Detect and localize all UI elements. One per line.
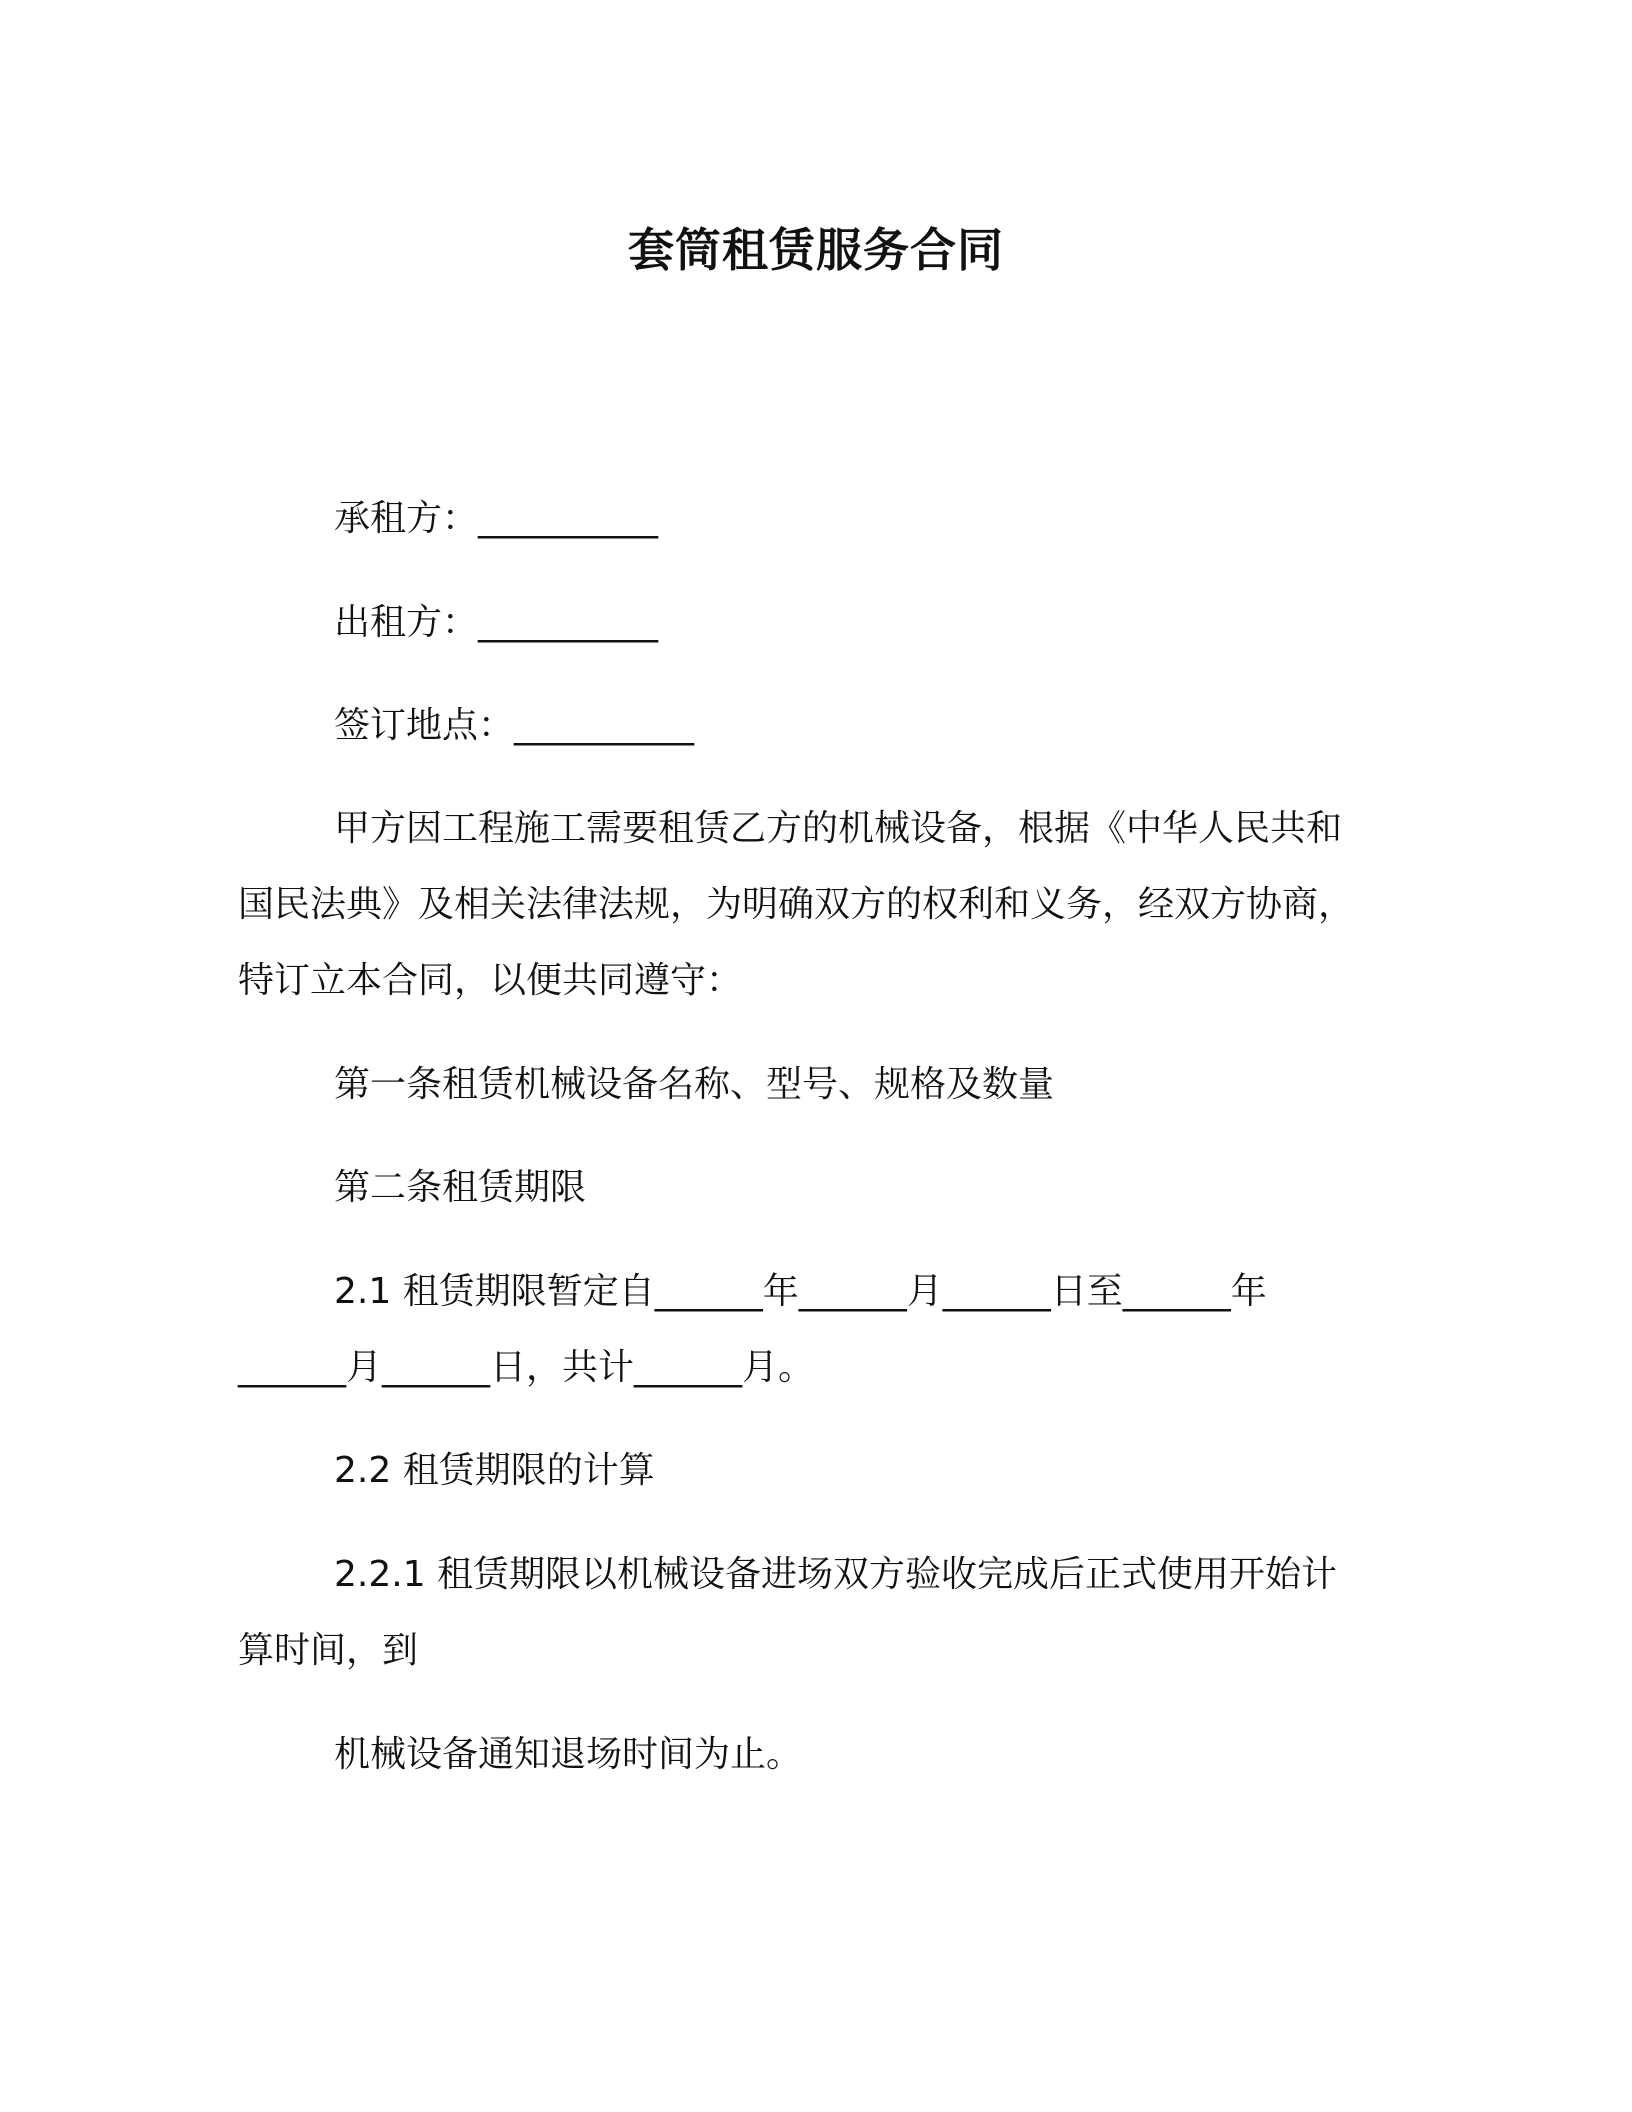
article-2-heading: 第二条租赁期限 [334, 1167, 587, 1208]
signing-place-line: 签订地点：__________ [334, 705, 695, 746]
clause-2-1-line-1: 2.1 租赁期限暂定自______年______月______日至______年 [334, 1271, 1267, 1312]
clause-2-2-heading: 2.2 租赁期限的计算 [334, 1450, 655, 1491]
preamble-line-3: 特订立本合同，以便共同遵守： [238, 960, 743, 1001]
clause-2-2-1-line-3: 机械设备通知退场时间为止。 [334, 1734, 803, 1775]
clause-2-2-1-line-1: 2.2.1 租赁期限以机械设备进场双方验收完成后正式使用开始计 [334, 1554, 1338, 1595]
document-title: 套筒租赁服务合同 [628, 223, 1004, 277]
preamble-line-1: 甲方因工程施工需要租赁乙方的机械设备，根据《中华人民共和 [334, 808, 1343, 849]
preamble-line-2: 国民法典》及相关法律法规，为明确双方的权利和义务，经双方协商， [238, 884, 1355, 925]
lessee-line: 承租方：__________ [334, 498, 659, 539]
clause-2-2-1-line-2: 算时间，到 [238, 1630, 419, 1671]
clause-2-1-line-2: ______月______日，共计______月。 [238, 1347, 815, 1388]
lessor-line: 出租方：__________ [334, 602, 659, 643]
article-1-heading: 第一条租赁机械设备名称、型号、规格及数量 [334, 1064, 1055, 1105]
